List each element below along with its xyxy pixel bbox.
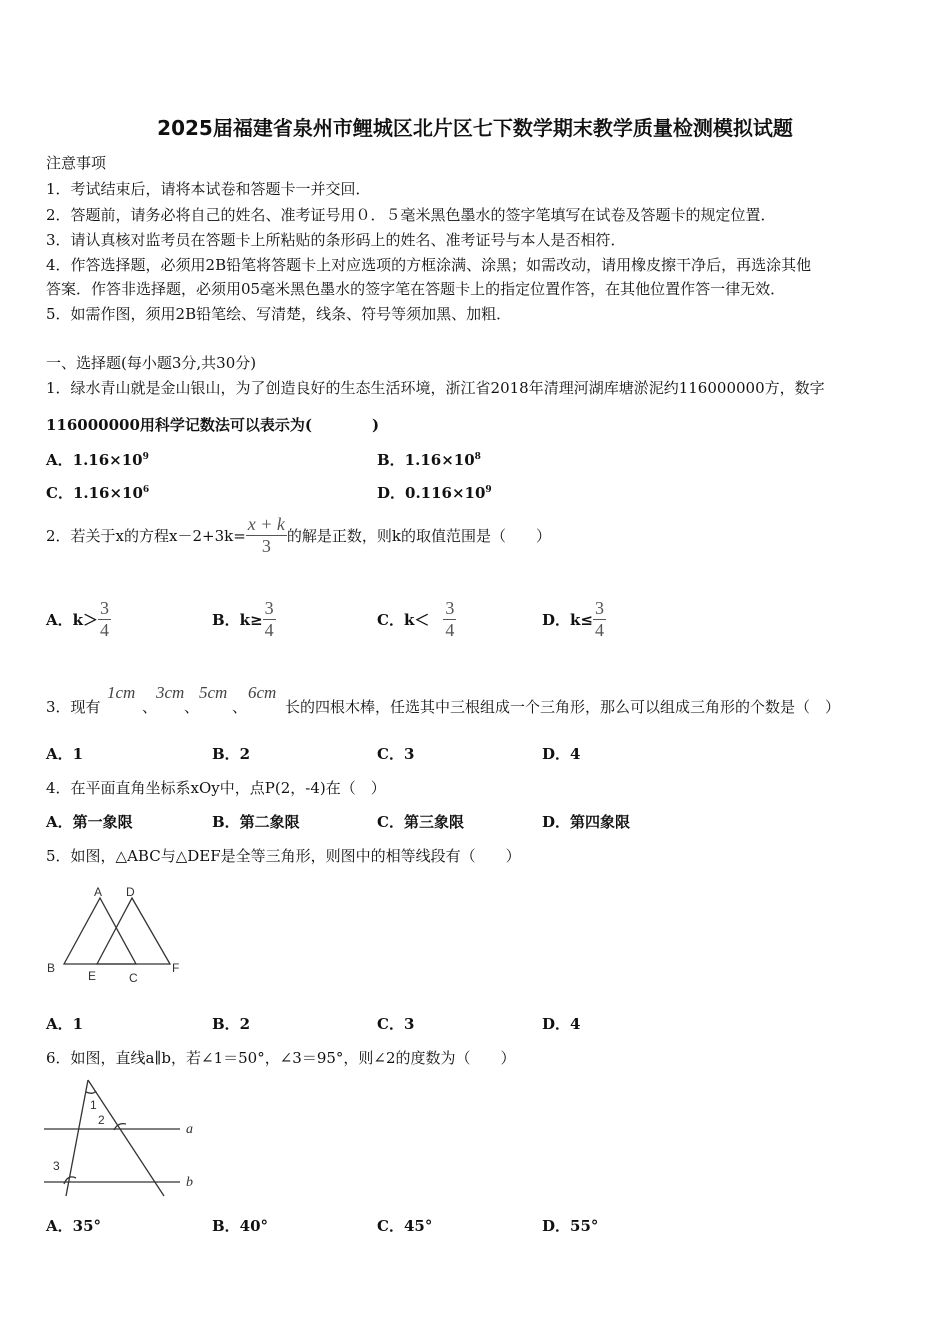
q3-sep-3: 、 bbox=[232, 698, 248, 716]
q4-stem: 4．在平面直角坐标系xOy中，点P(2，-4)在（ ） bbox=[46, 779, 386, 797]
q2-stem: 2．若关于x的方程x－2+3k= $\frac{x + k}{3}$ 的解是正数，则k的取值范围是（ ） bbox=[46, 514, 551, 556]
q2-option-b: B．k≥ $\frac{3}{4}$ bbox=[212, 598, 274, 640]
page-title: 2025届福建省泉州市鲤城区北片区七下数学期末教学质量检测模拟试题 bbox=[157, 116, 793, 140]
label-e: E bbox=[88, 969, 97, 983]
q3-stem-post: 长的四根木棒，任选其中三根组成一个三角形，那么可以组成三角形的个数是（ ） bbox=[285, 698, 841, 716]
q3-option-c: C．3 bbox=[377, 745, 415, 763]
transversal-right bbox=[88, 1080, 164, 1196]
notes-heading: 注意事项 bbox=[46, 154, 107, 172]
angle-1-arc bbox=[86, 1091, 96, 1093]
q5-option-a: A．1 bbox=[46, 1015, 84, 1033]
q6-parallel-lines-figure bbox=[40, 1074, 210, 1204]
label-line-a: a bbox=[186, 1122, 193, 1137]
q3-sep-2: 、 bbox=[184, 698, 200, 716]
q4-option-c: C．第三象限 bbox=[377, 813, 464, 831]
q3-option-b: B．2 bbox=[212, 745, 251, 763]
q3-length-2: 3cm bbox=[156, 683, 184, 702]
note-1: 1．考试结束后，请将本试卷和答题卡一并交回． bbox=[46, 180, 371, 198]
q1-option-d: D．$0.116\times 10^9$ bbox=[377, 484, 492, 502]
label-a: A bbox=[94, 885, 103, 899]
q1-stem-line2: 116000000用科学记数法可以表示为( ) bbox=[46, 416, 380, 434]
section-heading: 一、选择题(每小题3分,共30分) bbox=[46, 354, 257, 372]
q4-option-d: D．第四象限 bbox=[542, 813, 631, 831]
triangle-def bbox=[97, 898, 170, 964]
q6-option-c: C．45° bbox=[377, 1217, 433, 1235]
label-b: B bbox=[47, 961, 56, 975]
q2-option-a: A．k＞ $\frac{3}{4}$ bbox=[46, 598, 110, 640]
q3-length-4: 6cm bbox=[248, 683, 277, 702]
label-d: D bbox=[126, 885, 135, 899]
q4-option-a: A．第一象限 bbox=[46, 813, 133, 831]
q5-option-c: C．3 bbox=[377, 1015, 415, 1033]
q3-option-d: D．4 bbox=[542, 745, 581, 763]
q3-stem-pre: 3．现有 bbox=[46, 698, 101, 716]
label-f: F bbox=[172, 961, 180, 975]
note-2: 2．答题前，请务必将自己的姓名、准考证号用０．５毫米黑色墨水的签字笔填写在试卷及答题卡的规定位置． bbox=[46, 206, 776, 224]
q3-length-3: 5cm bbox=[199, 683, 228, 702]
q6-stem: 6．如图，直线a∥b，若∠1＝50°，∠3＝95°，则∠2的度数为（ ） bbox=[46, 1049, 516, 1067]
q6-option-d: D．55° bbox=[542, 1217, 599, 1235]
label-angle-1: 1 bbox=[90, 1098, 97, 1112]
q3-sep-1: 、 bbox=[142, 698, 158, 716]
note-5: 5．如需作图，须用2B铅笔绘、写清楚，线条、符号等须加黑、加粗． bbox=[46, 305, 512, 323]
q6-option-b: B．40° bbox=[212, 1217, 269, 1235]
q6-option-a: A．35° bbox=[46, 1217, 102, 1235]
q1-option-b: B．$1.16\times 10^8$ bbox=[377, 451, 481, 469]
q1-option-a: A．$1.16\times 10^9$ bbox=[46, 451, 149, 469]
label-line-b: b bbox=[186, 1175, 193, 1190]
label-c: C bbox=[129, 971, 138, 985]
note-4: 4．作答选择题，必须用2B铅笔将答题卡上对应选项的方框涂满、涂黑；如需改动，请用橡皮擦干净后，再选涂其他 bbox=[46, 256, 812, 274]
q1-option-c: C．$1.16\times 10^6$ bbox=[46, 484, 150, 502]
q5-option-d: D．4 bbox=[542, 1015, 581, 1033]
q1-stem-line1: 1．绿水青山就是金山银山，为了创造良好的生态生活环境，浙江省2018年清理河湖库塘淤泥约116000000方，数字 bbox=[46, 379, 825, 397]
q2-fraction: $\frac{x + k}{3}$ bbox=[247, 514, 285, 556]
triangle-abc bbox=[64, 898, 136, 964]
q3-option-a: A．1 bbox=[46, 745, 84, 763]
q5-stem: 5．如图，△ABC与△DEF是全等三角形，则图中的相等线段有（ ） bbox=[46, 847, 521, 865]
label-angle-2: 2 bbox=[98, 1113, 105, 1127]
note-3: 3．请认真核对监考员在答题卡上所粘贴的条形码上的姓名、准考证号与本人是否相符． bbox=[46, 231, 626, 249]
q3-length-1: 1cm bbox=[107, 683, 136, 702]
label-angle-3: 3 bbox=[53, 1159, 60, 1173]
transversal-left bbox=[66, 1080, 88, 1196]
note-4-continued: 答案．作答非选择题，必须用05毫米黑色墨水的签字笔在答题卡上的指定位置作答，在其他位置作答一律无效． bbox=[46, 280, 786, 298]
q4-option-b: B．第二象限 bbox=[212, 813, 300, 831]
q5-triangles-figure bbox=[40, 882, 200, 992]
q2-option-c: C．k＜ $\frac{3}{4}$ bbox=[377, 598, 455, 640]
q5-option-b: B．2 bbox=[212, 1015, 251, 1033]
q2-option-d: D．k≤ $\frac{3}{4}$ bbox=[542, 598, 604, 640]
